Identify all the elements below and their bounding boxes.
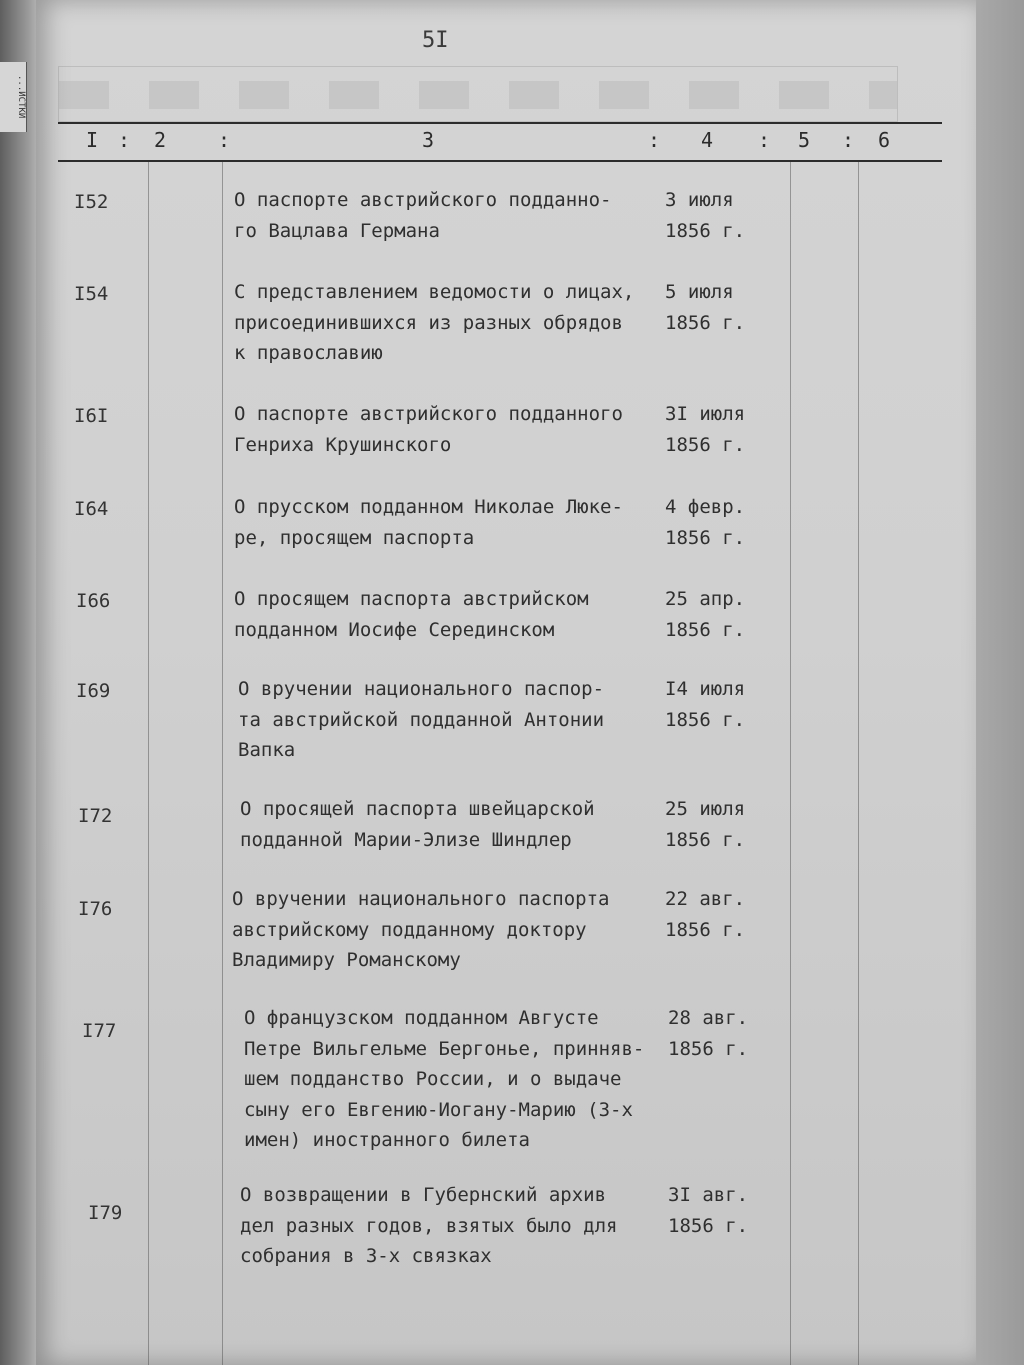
column-separator: : [218,128,231,152]
adjacent-page-shadow [0,0,40,1365]
record-date: 25 июля 1856 г. [665,798,746,851]
record-title: О французском подданном Августе Петре Вильгельме Бергонье, принняв- шем подданство России, и о выдаче сыну его Евгению-Иогану-Марию (3-х имен) иностранного билета [244,1007,645,1151]
record-title: О вручении национального паспор- та австрийской подданной Антонии Вапка [238,678,605,761]
record-title: О вручении национального паспорта австрийскому подданному доктору Владимиру Романскому [232,888,610,971]
record-title: О просящем паспорта австрийском подданном Иосифе Серединском [234,588,589,641]
record-title: С представлением ведомости о лицах, присоединившихся из разных обрядов к православию [234,281,635,364]
record-number: I69 [76,680,111,702]
record-title: О просящей паспорта швейцарской подданной Марии-Элизе Шиндлер [240,798,595,851]
background-surface [976,0,1024,1365]
column-divider [148,162,149,1365]
bleed-through-text [59,81,897,109]
column-header-3: 3 [422,128,435,152]
record-date: 3 июля 1856 г. [665,189,746,242]
column-divider [790,162,791,1365]
record-number: I52 [74,191,109,213]
record-date: 3I авг. 1856 г. [668,1184,749,1237]
record-title: О возвращении в Губернский архив дел разных годов, взятых было для собрания в 3-х связках [240,1184,618,1267]
page-number: 5I [422,28,449,53]
column-header-4: 4 [701,128,714,152]
column-separator: : [648,128,661,152]
column-header-5: 5 [798,128,811,152]
record-date: 4 февр. 1856 г. [665,496,746,549]
record-number: I76 [78,898,113,920]
record-number: I54 [74,283,109,305]
bleed-through-header [58,66,898,122]
header-bottom-rule [58,160,942,162]
record-number: I6I [74,405,109,427]
column-divider [858,162,859,1365]
record-date: 22 авг. 1856 г. [665,888,746,941]
column-separator: : [118,128,131,152]
column-separator: : [842,128,855,152]
record-title: О паспорте австрийского подданно- го Вацлава Германа [234,189,612,242]
record-date: 25 апр. 1856 г. [665,588,746,641]
record-title: О паспорте австрийского подданного Генриха Крушинского [234,403,623,456]
record-title: О прусском подданном Николае Люке- ре, просящем паспорта [234,496,623,549]
header-top-rule [58,122,942,124]
record-number: I72 [78,805,113,827]
record-number: I66 [76,590,111,612]
record-number: I79 [88,1202,123,1224]
column-separator: : [758,128,771,152]
record-number: I77 [82,1020,117,1042]
column-header-6: 6 [878,128,891,152]
column-divider [222,162,223,1365]
record-date: 3I июля 1856 г. [665,403,746,456]
record-number: I64 [74,498,109,520]
column-header-1: I [86,128,99,152]
record-date: 5 июля 1856 г. [665,281,746,334]
column-header-2: 2 [154,128,167,152]
adjacent-page-tab: ...ИСТКИ [0,62,27,132]
record-date: I4 июля 1856 г. [665,678,746,731]
record-date: 28 авг. 1856 г. [668,1007,749,1060]
